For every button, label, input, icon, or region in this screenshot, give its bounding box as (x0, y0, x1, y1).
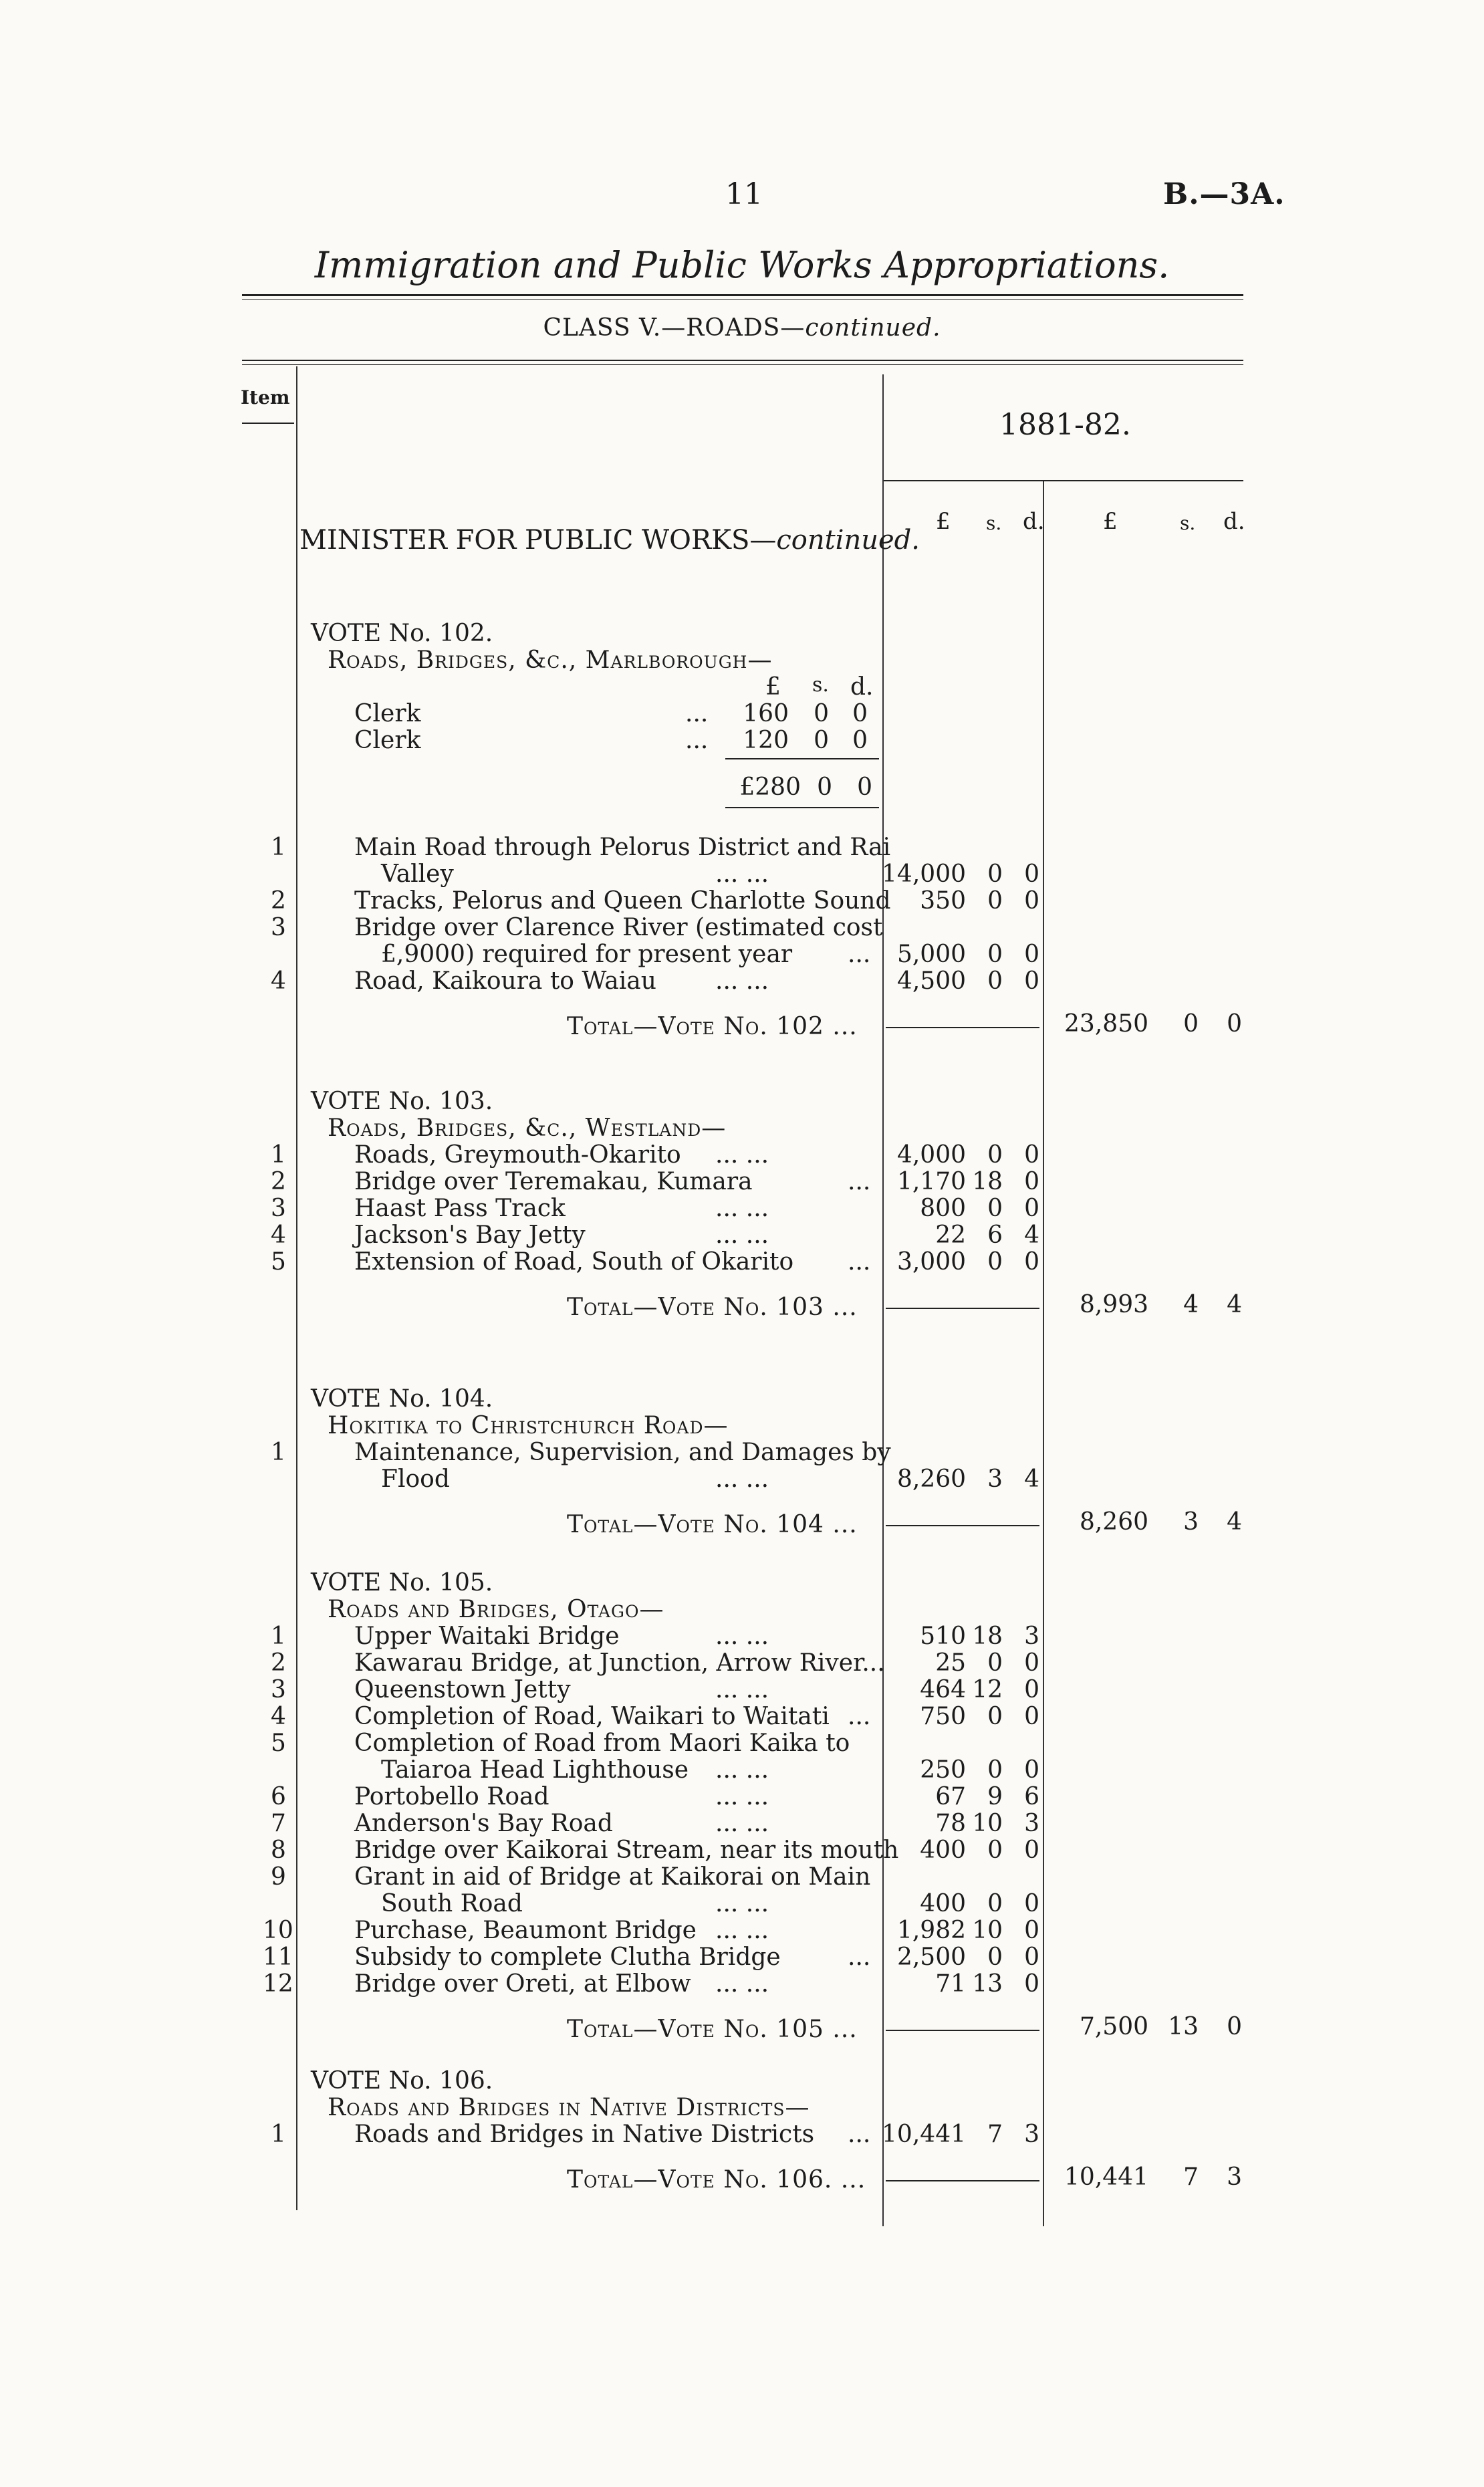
subtotal-shillings: 0 (987, 1248, 1003, 1276)
subtotal-shillings: 6 (987, 1221, 1003, 1249)
item-description: Completion of Road, Waikari to Waitati (354, 1703, 830, 1730)
item-number: 7 (271, 1810, 286, 1837)
subtotal-pounds: 400 (920, 1890, 966, 1917)
staff-row-pence: 0 (852, 727, 868, 754)
item-dots: ... ... (715, 1917, 769, 1944)
vote-total-pounds: 23,850 (1064, 1010, 1148, 1038)
staff-total-rule (725, 807, 879, 808)
item-dots: ... (848, 1248, 871, 1276)
page-number: 11 (725, 177, 763, 211)
item-number: 1 (271, 1141, 286, 1169)
vote-number: VOTE No. 103. (311, 1088, 493, 1115)
year-rule (884, 480, 1243, 481)
item-dots: ... (848, 1168, 871, 1195)
subtotal-pence: 0 (1024, 1676, 1039, 1703)
subtotal-pounds: 4,500 (896, 967, 966, 995)
vote-number: VOTE No. 105. (311, 1569, 493, 1596)
subtotal-pence: 6 (1024, 1783, 1039, 1810)
subtotal-pounds: 350 (920, 887, 966, 915)
vote-total-pence: 0 (1227, 2013, 1242, 2040)
item-dots: ... ... (715, 1195, 769, 1222)
vote-number: VOTE No. 102. (311, 620, 493, 647)
item-number: 1 (271, 2121, 286, 2148)
staff-row-dots: ... (685, 700, 709, 727)
vote-total-label: Total—Vote No. 106. ... (567, 2166, 866, 2194)
vote-total-pounds: 8,260 (1079, 1508, 1148, 1536)
subtotal-pounds: 750 (920, 1703, 966, 1730)
subtotal-pence: 0 (1024, 860, 1039, 888)
vote-total-pounds: 8,993 (1079, 1291, 1148, 1318)
subtotal-shillings: 18 (972, 1623, 1003, 1650)
item-description: Queenstown Jetty (354, 1676, 571, 1703)
staff-row-shillings: 0 (814, 700, 829, 727)
item-dots: ... ... (715, 1810, 769, 1837)
item-number: 10 (263, 1917, 293, 1944)
document-reference: B.—3A. (1163, 177, 1285, 211)
sub-pound-label: £ (936, 508, 951, 535)
subtotal-shillings: 18 (972, 1168, 1003, 1195)
vote-number: VOTE No. 104. (311, 1385, 493, 1413)
item-dots: ... ... (715, 1756, 769, 1784)
staff-row-pounds: 160 (743, 700, 789, 727)
item-number: 8 (271, 1837, 286, 1864)
item-column-label: Item (241, 386, 290, 408)
vote-heading: Roads and Bridges, Otago— (328, 1596, 664, 1623)
class-heading (241, 314, 1243, 342)
item-dots: ... ... (715, 1890, 769, 1917)
staff-pence-label: d. (850, 673, 874, 701)
subtotal-pence: 0 (1024, 1943, 1039, 1971)
subtotal-pounds: 22 (935, 1221, 966, 1249)
item-number: 6 (271, 1783, 286, 1810)
sub-shilling-label: s. (986, 512, 1002, 534)
item-dots: ... ... (715, 967, 769, 995)
staff-row-label: Clerk (354, 700, 421, 727)
item-number: 1 (271, 1623, 286, 1650)
item-dots: ... ... (715, 1221, 769, 1249)
item-dots: ... ... (715, 1676, 769, 1703)
item-description: Portobello Road (354, 1783, 549, 1810)
subtotal-shillings: 13 (972, 1970, 1003, 1998)
subtotal-shillings: 0 (987, 1195, 1003, 1222)
vote-total-pence: 0 (1227, 1010, 1242, 1038)
item-description: Tracks, Pelorus and Queen Charlotte Sound (354, 887, 891, 915)
item-description: Grant in aid of Bridge at Kaikorai on Main (354, 1863, 871, 1891)
year-column-heading: 1881-82. (999, 408, 1131, 442)
minister-suffix: continued. (776, 525, 920, 556)
subtotal-pence: 0 (1024, 887, 1039, 915)
subtotal-shillings: 0 (987, 1141, 1003, 1169)
subtotal-shillings: 0 (987, 1943, 1003, 1971)
item-description: Road, Kaikoura to Waiau (354, 967, 656, 995)
vote-total-label: Total—Vote No. 105 ... (567, 2016, 858, 2043)
item-dots: ... (848, 1703, 871, 1730)
subtotal-shillings: 0 (987, 1649, 1003, 1677)
subtotal-shillings: 7 (987, 2121, 1003, 2148)
staff-row-label: Clerk (354, 727, 421, 754)
item-number: 2 (271, 1649, 286, 1677)
subtotal-pence: 0 (1024, 1168, 1039, 1195)
subtotal-pence: 0 (1024, 1890, 1039, 1917)
item-description: Bridge over Teremakau, Kumara (354, 1168, 753, 1195)
subtotal-pence: 0 (1024, 1703, 1039, 1730)
item-dots: ... ... (715, 860, 769, 888)
vote-heading: Roads, Bridges, &c., Westland— (328, 1114, 727, 1142)
subtotal-pounds: 67 (935, 1783, 966, 1810)
item-description: Bridge over Kaikorai Stream, near its mouth (354, 1837, 899, 1864)
item-number: 1 (271, 1439, 286, 1466)
subtotal-shillings: 10 (972, 1917, 1003, 1944)
item-number: 5 (271, 1730, 286, 1757)
item-description: Kawarau Bridge, at Junction, Arrow River... (354, 1649, 885, 1677)
subtotal-shillings: 0 (987, 1837, 1003, 1864)
subtotal-pence: 3 (1024, 2121, 1039, 2148)
subtotal-shillings: 0 (987, 1890, 1003, 1917)
subtotal-pence: 0 (1024, 1649, 1039, 1677)
item-description-continued: £,9000) required for present year (381, 941, 793, 968)
subtotal-shillings: 0 (987, 1703, 1003, 1730)
vote-total-pence: 4 (1227, 1508, 1242, 1536)
subtotal-pounds: 4,000 (896, 1141, 966, 1169)
table-top-rule-thin (242, 364, 1243, 365)
item-number: 4 (271, 1221, 286, 1249)
subtotal-shillings: 3 (987, 1465, 1003, 1493)
title-rule (242, 294, 1243, 296)
column-divider-item (296, 366, 297, 2210)
table-top-rule (242, 360, 1243, 361)
item-description: Roads and Bridges in Native Districts (354, 2121, 815, 2148)
class-heading-suffix: continued. (805, 314, 941, 342)
column-divider-total (1043, 481, 1044, 2226)
item-description: Upper Waitaki Bridge (354, 1623, 620, 1650)
item-description: Roads, Greymouth-Okarito (354, 1141, 681, 1169)
vote-total-dash (886, 2180, 1039, 2181)
item-description: Bridge over Oreti, at Elbow (354, 1970, 691, 1998)
vote-total-pence: 4 (1227, 1291, 1242, 1318)
subtotal-pounds: 464 (920, 1676, 966, 1703)
subtotal-shillings: 0 (987, 941, 1003, 968)
vote-total-label: Total—Vote No. 103 ... (567, 1294, 858, 1321)
item-dots: ... (848, 1943, 871, 1971)
item-number: 9 (271, 1863, 286, 1891)
item-dots: ... ... (715, 1465, 769, 1493)
page-title: Immigration and Public Works Appropriations. (314, 244, 1170, 286)
vote-total-pounds: 10,441 (1064, 2163, 1148, 2191)
item-number: 12 (263, 1970, 293, 1998)
subtotal-shillings: 10 (972, 1810, 1003, 1837)
subtotal-pounds: 10,441 (882, 2121, 966, 2148)
vote-heading: Roads, Bridges, &c., Marlborough— (328, 646, 773, 674)
vote-total-label: Total—Vote No. 102 ... (567, 1013, 858, 1040)
item-description: Bridge over Clarence River (estimated cost (354, 914, 883, 941)
subtotal-shillings: 0 (987, 860, 1003, 888)
sub-pence-label: d. (1023, 508, 1045, 535)
vote-total-dash (886, 1308, 1039, 1309)
subtotal-shillings: 0 (987, 1756, 1003, 1784)
subtotal-pence: 0 (1024, 1248, 1039, 1276)
item-description: Purchase, Beaumont Bridge (354, 1917, 697, 1944)
item-label-rule (242, 423, 294, 424)
subtotal-pounds: 14,000 (882, 860, 966, 888)
vote-total-dash (886, 1525, 1039, 1526)
item-description-continued: Valley (381, 860, 454, 888)
subtotal-pounds: 2,500 (896, 1943, 966, 1971)
subtotal-shillings: 9 (987, 1783, 1003, 1810)
subtotal-pence: 4 (1024, 1465, 1039, 1493)
item-number: 2 (271, 887, 286, 915)
subtotal-pounds: 25 (935, 1649, 966, 1677)
vote-total-label: Total—Vote No. 104 ... (567, 1511, 858, 1538)
subtotal-pounds: 1,170 (896, 1168, 966, 1195)
item-dots: ... (848, 941, 871, 968)
subtotal-pounds: 5,000 (896, 941, 966, 968)
item-number: 3 (271, 1195, 286, 1222)
subtotal-pence: 3 (1024, 1810, 1039, 1837)
item-number: 2 (271, 1168, 286, 1195)
staff-row-shillings: 0 (814, 727, 829, 754)
subtotal-pence: 0 (1024, 941, 1039, 968)
item-number: 1 (271, 834, 286, 861)
vote-total-shillings: 3 (1183, 1508, 1199, 1536)
item-number: 3 (271, 914, 286, 941)
item-description: Extension of Road, South of Okarito (354, 1248, 794, 1276)
title-rule-thin (242, 299, 1243, 300)
item-description-continued: Taiaroa Head Lighthouse (381, 1756, 689, 1784)
vote-total-shillings: 4 (1183, 1291, 1199, 1318)
item-description: Main Road through Pelorus District and Rai (354, 834, 891, 861)
staff-total-pounds: £280 (739, 774, 801, 801)
item-description: Maintenance, Supervision, and Damages by (354, 1439, 891, 1466)
item-number: 5 (271, 1248, 286, 1276)
vote-heading: Hokitika to Christchurch Road— (328, 1412, 729, 1439)
subtotal-shillings: 0 (987, 967, 1003, 995)
vote-heading: Roads and Bridges in Native Districts— (328, 2094, 810, 2121)
subtotal-pence: 0 (1024, 1837, 1039, 1864)
item-dots: ... (848, 2121, 871, 2148)
subtotal-pence: 0 (1024, 1195, 1039, 1222)
item-dots: ... ... (715, 1783, 769, 1810)
item-description: Haast Pass Track (354, 1195, 566, 1222)
vote-total-shillings: 7 (1183, 2163, 1199, 2191)
vote-total-shillings: 13 (1168, 2013, 1199, 2040)
subtotal-pounds: 400 (920, 1837, 966, 1864)
subtotal-shillings: 0 (987, 887, 1003, 915)
item-description: Anderson's Bay Road (354, 1810, 613, 1837)
item-number: 11 (263, 1943, 293, 1971)
vote-total-dash (886, 1027, 1039, 1028)
item-dots: ... ... (715, 1970, 769, 1998)
item-dots: ... ... (715, 1141, 769, 1169)
staff-sum-rule (725, 758, 879, 759)
item-description-continued: Flood (381, 1465, 450, 1493)
subtotal-pence: 0 (1024, 967, 1039, 995)
subtotal-pence: 0 (1024, 1141, 1039, 1169)
item-dots: ... ... (715, 1623, 769, 1650)
subtotal-pence: 4 (1024, 1221, 1039, 1249)
item-description: Completion of Road from Maori Kaika to (354, 1730, 850, 1757)
vote-number: VOTE No. 106. (311, 2067, 493, 2095)
subtotal-pounds: 800 (920, 1195, 966, 1222)
subtotal-pence: 0 (1024, 1970, 1039, 1998)
subtotal-pounds: 8,260 (896, 1465, 966, 1493)
total-pence-label: d. (1223, 508, 1245, 535)
vote-total-pounds: 7,500 (1079, 2013, 1148, 2040)
subtotal-pounds: 78 (935, 1810, 966, 1837)
item-number: 4 (271, 967, 286, 995)
vote-total-pence: 3 (1227, 2163, 1242, 2191)
subtotal-pence: 0 (1024, 1756, 1039, 1784)
staff-row-pence: 0 (852, 700, 868, 727)
vote-total-shillings: 0 (1183, 1010, 1199, 1038)
vote-total-dash (886, 2030, 1039, 2031)
subtotal-pounds: 1,982 (896, 1917, 966, 1944)
total-shilling-label: s. (1180, 512, 1196, 534)
staff-shilling-label: s. (812, 673, 829, 697)
minister-heading (299, 525, 920, 556)
subtotal-pence: 3 (1024, 1623, 1039, 1650)
staff-pound-label: £ (765, 673, 781, 701)
subtotal-pence: 0 (1024, 1917, 1039, 1944)
subtotal-shillings: 12 (972, 1676, 1003, 1703)
staff-row-dots: ... (685, 727, 709, 754)
subtotal-pounds: 71 (935, 1970, 966, 1998)
total-pound-label: £ (1103, 508, 1118, 535)
subtotal-pounds: 250 (920, 1756, 966, 1784)
item-description: Subsidy to complete Clutha Bridge (354, 1943, 781, 1971)
item-description: Jackson's Bay Jetty (354, 1221, 586, 1249)
staff-row-pounds: 120 (743, 727, 789, 754)
item-description-continued: South Road (381, 1890, 523, 1917)
subtotal-pounds: 3,000 (896, 1248, 966, 1276)
staff-total-shillings: 0 (817, 774, 832, 801)
class-heading-main: CLASS V.—ROADS— (543, 314, 806, 342)
item-number: 3 (271, 1676, 286, 1703)
minister-main: MINISTER FOR PUBLIC WORKS— (299, 525, 777, 556)
subtotal-pounds: 510 (920, 1623, 966, 1650)
item-number: 4 (271, 1703, 286, 1730)
staff-total-pence: 0 (857, 774, 872, 801)
